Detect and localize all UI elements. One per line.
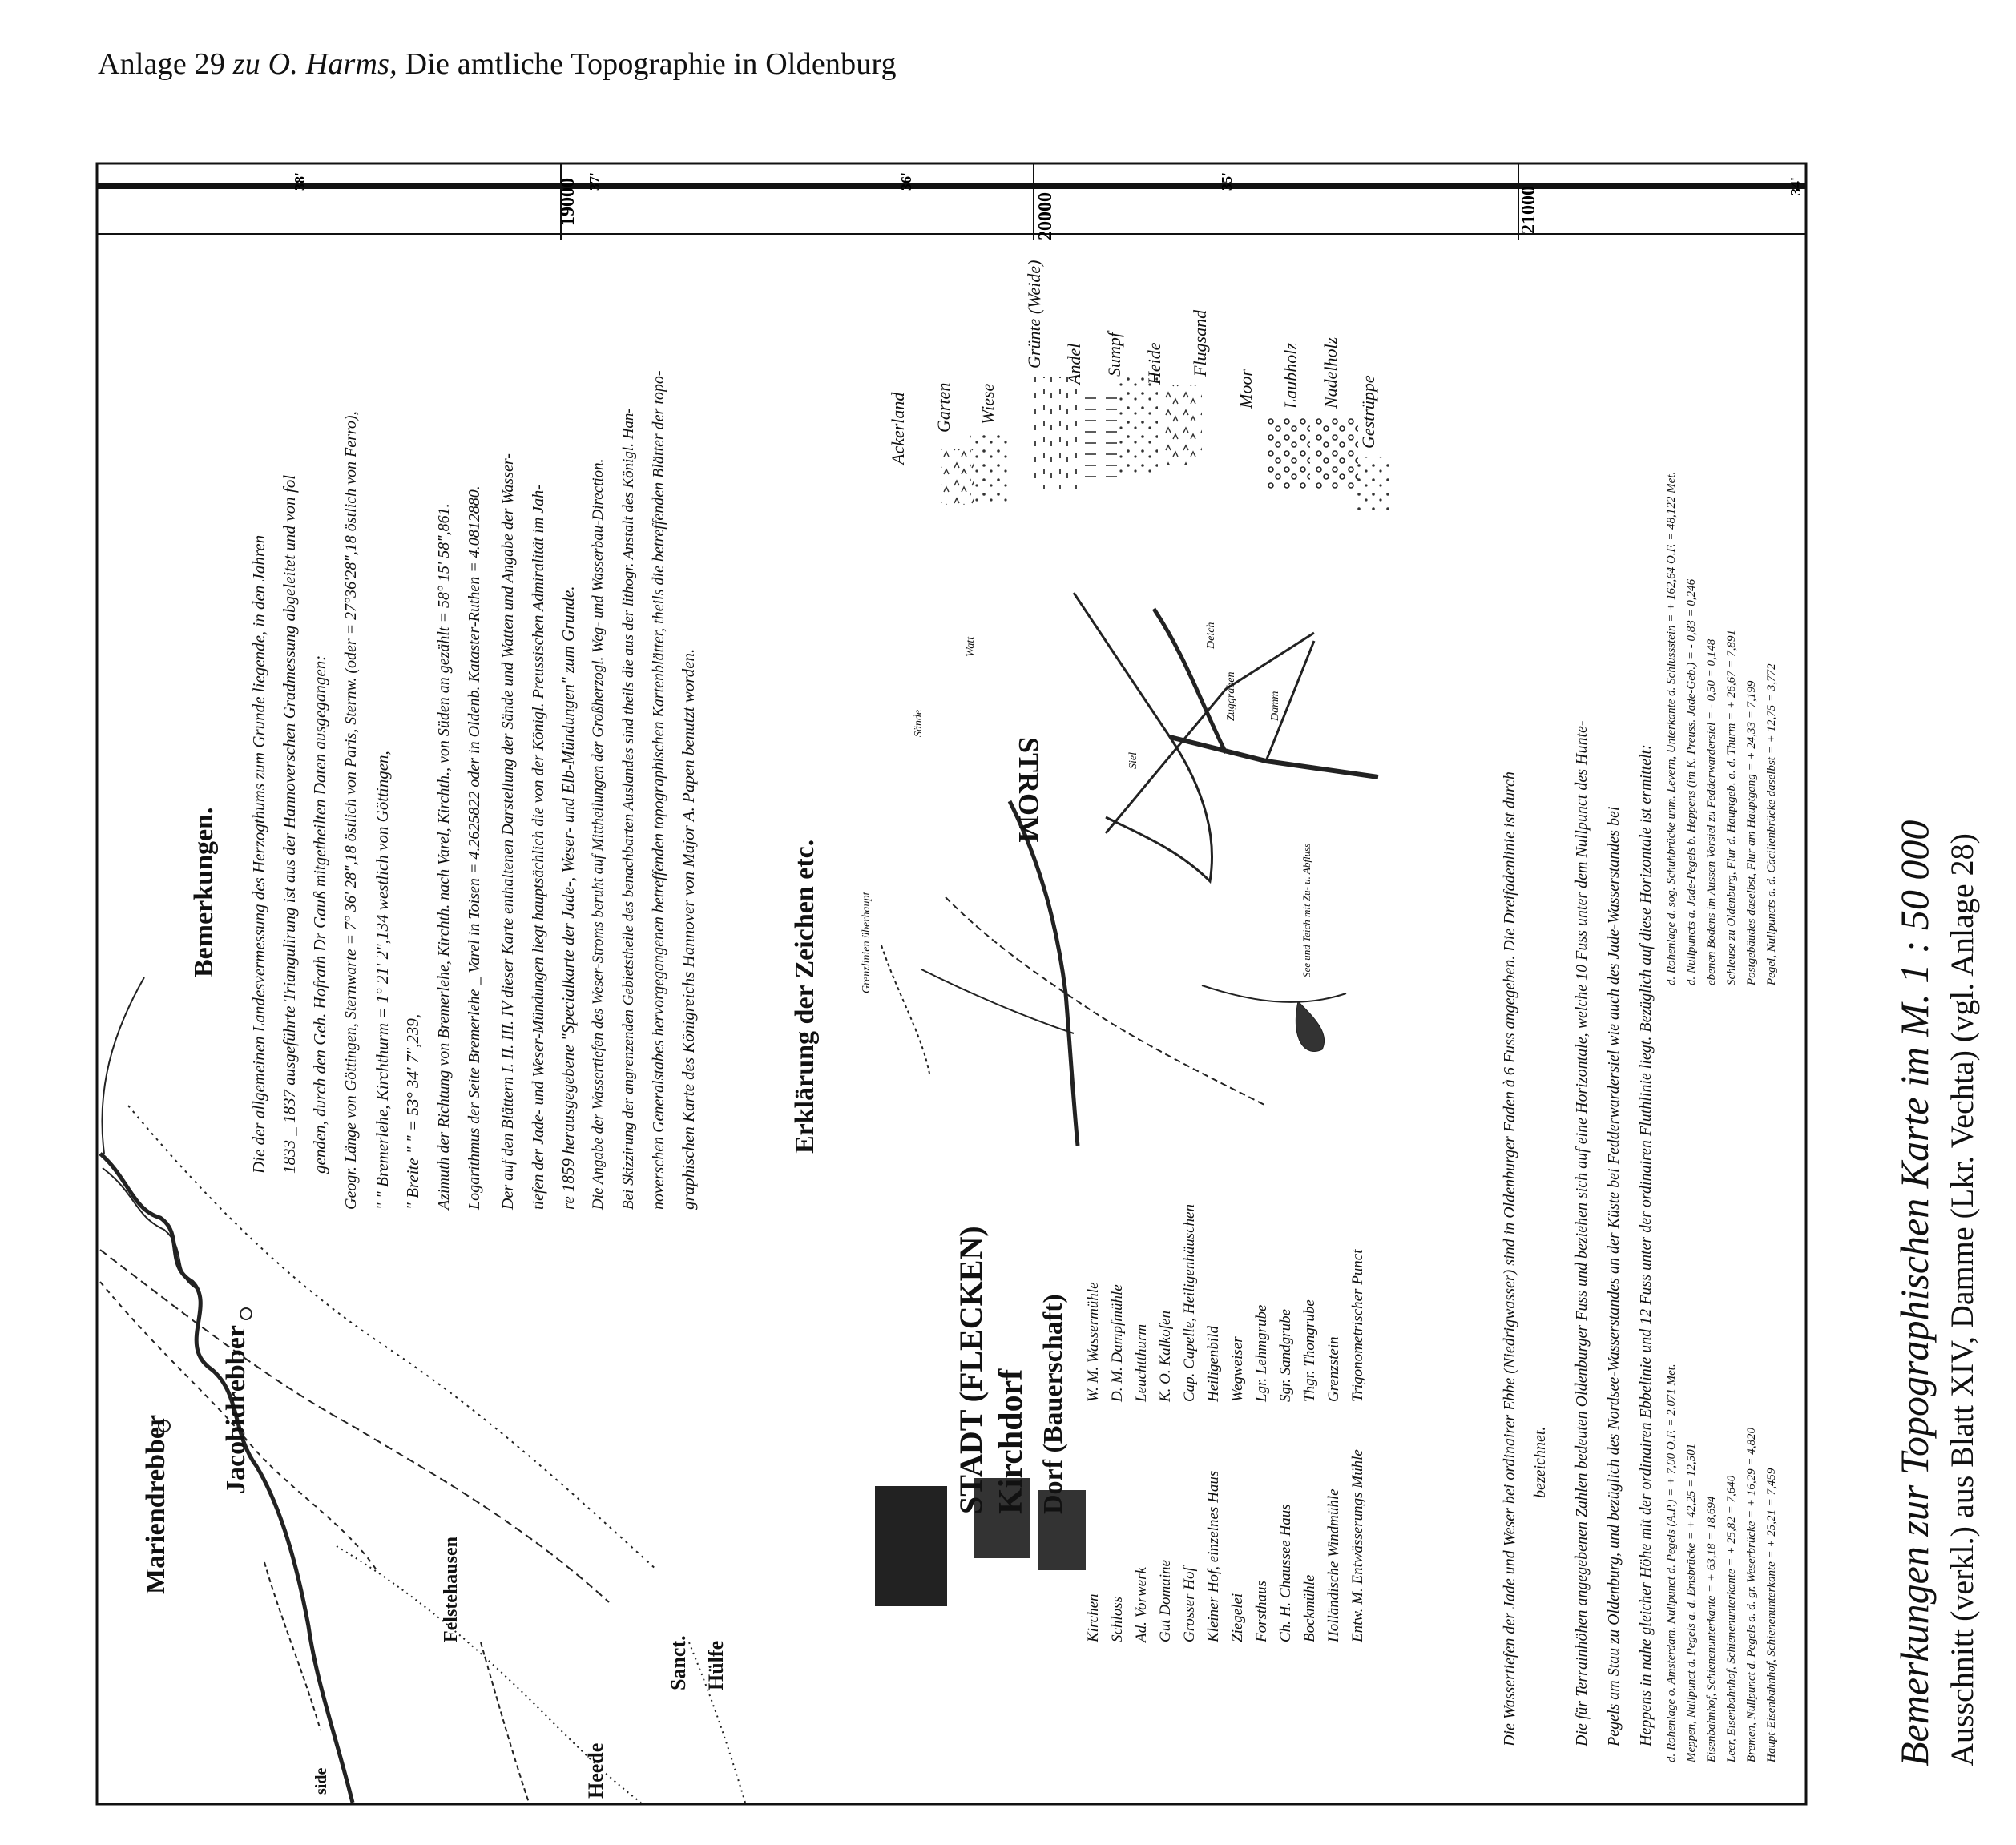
heath-sample: [1162, 385, 1202, 465]
pasture-sample: [1034, 377, 1082, 489]
legend-block: [790, 260, 1390, 1644]
landcover-label: Heide: [1144, 342, 1164, 385]
caption-line-2: Ausschnitt (verkl.) aus Blatt XIV, Damme (Lkr. Vechta) (vgl. Anlage 28): [1944, 833, 1980, 1766]
edge-degree-label: 37': [587, 171, 603, 191]
legend-symbol-item: Entw. M. Entwässerungs Mühle: [1349, 1449, 1366, 1642]
remarks-line: 1833 _ 1837 ausgeführte Triangulirung ist aus der Hannoverschen Gradmessung abgeleitet und von fol: [280, 474, 299, 1174]
legend-symbol-item: D. M. Dampfmühle: [1109, 1284, 1126, 1402]
place-felstehausen: Felstehausen: [441, 1537, 462, 1642]
legend-symbol-item: Cap. Capelle, Heiligenhäuschen: [1181, 1204, 1198, 1402]
legend-dorf: Dorf (Bauerschaft): [1038, 1294, 1068, 1514]
legend-symbol-item: Lgr. Lehmgrube: [1253, 1304, 1270, 1402]
legend-symbol-item: Ch. H. Chaussee Haus: [1277, 1504, 1294, 1642]
legend-symbol-item: W. M. Wassermühle: [1085, 1282, 1102, 1402]
remarks-line: Logarithmus der Seite Bremerlehe _ Varel in Toisen = 4.2625822 oder in Oldenb. Kataster-Ruthen = 4.0812880.: [466, 485, 483, 1210]
deciduous-sample: [1266, 417, 1310, 489]
levels-line: Die für Terrainhöhen angegebenen Zahlen bedeuten Oldenburger Fuss und beziehen sich auf eine Horizontale, welche 10 Fuss unter dem Nullpunct des Hunte-: [1573, 720, 1591, 1746]
swamp-sample: [1118, 377, 1158, 473]
remarks-line: noverschen Generalstabes hervorgegangenen betreffenden topographischen Kartenblätter, theils die betreffenden Blätter der topo-: [650, 370, 667, 1210]
legend-symbol-item: Grenzstein: [1325, 1336, 1342, 1402]
andel-sample: [1078, 393, 1118, 481]
sketch-label: Zuggraben: [1225, 671, 1237, 721]
legend-symbol-item: Schloss: [1109, 1597, 1126, 1642]
legend-symbol-item: Leuchtthurm: [1133, 1323, 1150, 1402]
remarks-block: [189, 370, 698, 1211]
edge-degree-label: 38': [292, 171, 308, 191]
legend-symbol-item: Holländische Windmühle: [1325, 1488, 1342, 1642]
header-prefix: Anlage 29: [98, 47, 226, 81]
levels-block: [1501, 472, 1778, 1763]
remarks-line: re 1859 herausgegebene "Specialkarte der Jade-, Weser- und Elb-Mündungen" zum Grunde.: [558, 586, 578, 1210]
legend-symbol-item: Bockmühle: [1301, 1574, 1318, 1642]
edge-number-label: 20000: [1035, 192, 1056, 240]
level-row-left: Leer, Eisenbahnhof, Schienenunterkante = + 25,82 = 7,640: [1725, 1475, 1738, 1762]
legend-symbol-item: Ad. Vorwerk: [1133, 1567, 1150, 1642]
conifer-sample: [1314, 417, 1358, 489]
level-row-left: Eisenbahnhof, Schienenunterkante = + 63,18 = 18,694: [1705, 1496, 1718, 1762]
landcover-label: Wiese: [978, 383, 998, 425]
sketch-label: See und Teich mit Zu- u. Abfluss: [1300, 843, 1312, 977]
legend-kirchdorf: Kirchdorf: [993, 1368, 1030, 1514]
landcover-label: Andel: [1064, 343, 1084, 385]
remarks-line: Die der allgemeinen Landesvermessung des Herzogthums zum Grunde liegende, in den Jahren: [249, 534, 268, 1174]
landcover-label: Sumpf: [1104, 332, 1124, 377]
map-excerpt: [100, 977, 745, 1803]
landcover-label: Nadelholz: [1320, 336, 1341, 409]
level-row-left: Haupt-Eisenbahnhof, Schienenunterkante = + 25,21 = 7,459: [1765, 1468, 1778, 1762]
legend-symbol-item: Wegweiser: [1229, 1336, 1246, 1402]
legend-symbol-item: K. O. Kalkofen: [1157, 1311, 1174, 1402]
frame-labels: [292, 172, 1804, 240]
sketch-label: STROM: [1013, 737, 1045, 844]
legend-symbol-item: Forsthaus: [1253, 1580, 1270, 1642]
legend-symbol-item: Ziegelei: [1229, 1593, 1246, 1642]
edge-degree-label: 36': [898, 171, 914, 191]
remarks-line: Der auf den Blättern I. II. III. IV dieser Karte enthaltenen Darstellung der Sände und Watten und Angabe der Wasser-: [499, 453, 517, 1210]
landcover-label: Ackerland: [888, 392, 908, 465]
remarks-line: Bei Skizzirung der angrenzenden Gebietstheile des benachbarten Auslandes sind theils die aus der lithogr. Anstalt des Königl. Han-: [620, 408, 637, 1210]
meadow-sample: [970, 433, 1010, 505]
town-block-icon: [875, 1486, 947, 1606]
legend-symbol-item: Kleiner Hof, einzelnes Haus: [1205, 1470, 1222, 1642]
map-place-labels: [141, 1325, 728, 1799]
sketch-label: Siel: [1127, 752, 1139, 769]
sketch-label: Deich: [1205, 622, 1217, 649]
landcover-label: Garten: [933, 382, 954, 433]
header-author: O. Harms,: [268, 47, 397, 81]
legend-title: Erklärung der Zeichen etc.: [790, 839, 820, 1154]
edge-number-label: 21000: [1518, 186, 1539, 234]
remarks-line: " Breite " " = 53° 34' 7",239,: [403, 1013, 422, 1210]
sketch-label: Sände: [913, 709, 925, 737]
level-row-right: d. Nullpuncts a. Jade-Pegels b. Heppens (im K. Preuss. Jade-Geb.) = - 0,83 = 0,246: [1685, 578, 1698, 985]
place-hulfe: Hülfe: [704, 1640, 728, 1690]
levels-line: Die Wassertiefen der Jade und Weser bei ordinairer Ebbe (Niedrigwasser) sind in Oldenburger Faden à 6 Fuss angegeben. Die Dreifadenlinie ist durch: [1501, 771, 1518, 1746]
sketch-label: Watt: [965, 636, 977, 657]
place-heede: Heede: [584, 1742, 607, 1799]
level-row-left: Meppen, Nullpunct d. Pegels a. d. Emsbrücke = + 42,25 = 12,501: [1685, 1443, 1698, 1762]
caption-line-1: Bemerkungen zur Topographischen Karte im M. 1 : 50 000: [1892, 820, 1937, 1766]
place-sanct: Sanct.: [667, 1635, 690, 1690]
header-title: Die amtliche Topographie in Oldenburg: [405, 47, 897, 81]
legend-symbol-item: Heiligenbild: [1205, 1326, 1222, 1402]
level-row-right: Postgebäudes daselbst, Flur am Hauptgang = + 24,33 = 7,199: [1745, 680, 1758, 985]
remarks-title: Bemerkungen.: [189, 807, 219, 977]
remarks-line: genden, durch den Geh. Hofrath Dr Gauß mitgetheilten Daten ausgegangen:: [310, 655, 329, 1174]
place-jacobidrebber: Jacobidrebber: [221, 1325, 251, 1494]
legend-symbol-item: Thgr. Thongrube: [1301, 1299, 1318, 1402]
landcover-label: Flugsand: [1190, 309, 1210, 377]
edge-number-label: 19000: [558, 178, 579, 226]
header-zu: zu: [232, 47, 260, 81]
level-row-right: ebenen Bodens im Aussen Vorsiel zu Fedderwardersiel = - 0,50 = 0,148: [1705, 638, 1718, 985]
levels-line: bezeichnet.: [1531, 1426, 1549, 1498]
scrub-sample: [1354, 457, 1390, 513]
legend-town: STADT (FLECKEN): [953, 1226, 989, 1514]
remarks-line: Die Angabe der Wassertiefen des Weser-Stroms beruht auf Mittheilungen der Großherzogl. Weg- und Wasserbau-Direction.: [590, 458, 607, 1210]
landcover-label: Grünte (Weide): [1024, 260, 1044, 369]
legend-symbol-item: Sgr. Sandgrube: [1277, 1308, 1294, 1402]
landcover-label: Gestrüppe: [1358, 375, 1378, 449]
landcover-label: Moor: [1236, 369, 1256, 409]
level-row-left: Bremen, Nullpunct d. Pegels a. d. gr. Weserbrücke = + 16,29 = 4,820: [1745, 1428, 1758, 1762]
landcover-label: Laubholz: [1280, 343, 1300, 409]
remarks-line: Geogr. Länge von Göttingen, Sternwarte = 7° 36' 28",18 östlich von Paris, Sternw. (oder = 27°36'28",18 östlich von Ferro),: [342, 411, 360, 1210]
level-row-right: d. Rohenlage d. sog. Schuhbrücke unm. Levern, Unterkante d. Schlussstein = + 162,64 O.F. = 48,122 Met.: [1665, 471, 1678, 985]
legend-symbol-item: Kirchen: [1085, 1593, 1102, 1642]
legend-symbol-item: Grosser Hof: [1181, 1567, 1198, 1642]
level-row-right: Pegel, Nullpuncts a. d. Cäcilienbrücke daselbst = + 12,75 = 3,772: [1765, 663, 1778, 985]
remarks-line: Azimuth der Richtung von Bremerlehe, Kirchth. nach Varel, Kirchth., von Süden an gezählt = 58° 15' 58",861.: [435, 503, 453, 1210]
remarks-line: graphischen Karte des Königreichs Hannover von Major A. Papen benutzt worden.: [679, 648, 698, 1210]
place-side: side: [312, 1767, 330, 1795]
garden-sample: [941, 449, 974, 505]
legend-symbol-item: Trigonometrischer Punct: [1349, 1249, 1366, 1402]
remarks-line: " " Bremerlehe, Kirchthurm = 1° 21' 2",134 westlich von Göttingen,: [373, 751, 392, 1210]
place-mariendrebber: Mariendrebber: [141, 1414, 171, 1594]
remarks-line: tiefen der Jade- und Weser-Mündungen liegt hauptsächlich die von der Königl. Preussischen Admiralität im Jah-: [530, 485, 547, 1210]
edge-degree-label: 35': [1219, 171, 1235, 191]
level-row-right: Schleuse zu Oldenburg, Flur d. Hauptgeb. a. d. Thurm = + 26,67 = 7,891: [1725, 630, 1738, 985]
sketch-label: Grenzlinien überhaupt: [861, 892, 873, 993]
legend-symbol-item: Gut Domaine: [1157, 1560, 1174, 1642]
edge-degree-label: 34': [1788, 176, 1804, 195]
sketch-label: Damm: [1269, 691, 1281, 721]
levels-line: Pegels am Stau zu Oldenburg, und bezüglich des Nordsee-Wasserstandes an der Küste bei Fedderwardersiel wie auch des Jade-Wasserstandes bei: [1605, 806, 1623, 1746]
levels-line: Heppens in nahe gleicher Höhe mit der ordinairen Ebbelinie und 12 Fuss unter der ordinairen Fluthlinie liegt. Bezüglich auf diese Horizontale ist ermittelt:: [1637, 744, 1655, 1746]
level-row-left: d. Rohenlage o. Amsterdam. Nullpunct d. Pegels (A.P.) = + 7,00 O.F. = 2.071 Met.: [1665, 1364, 1678, 1762]
